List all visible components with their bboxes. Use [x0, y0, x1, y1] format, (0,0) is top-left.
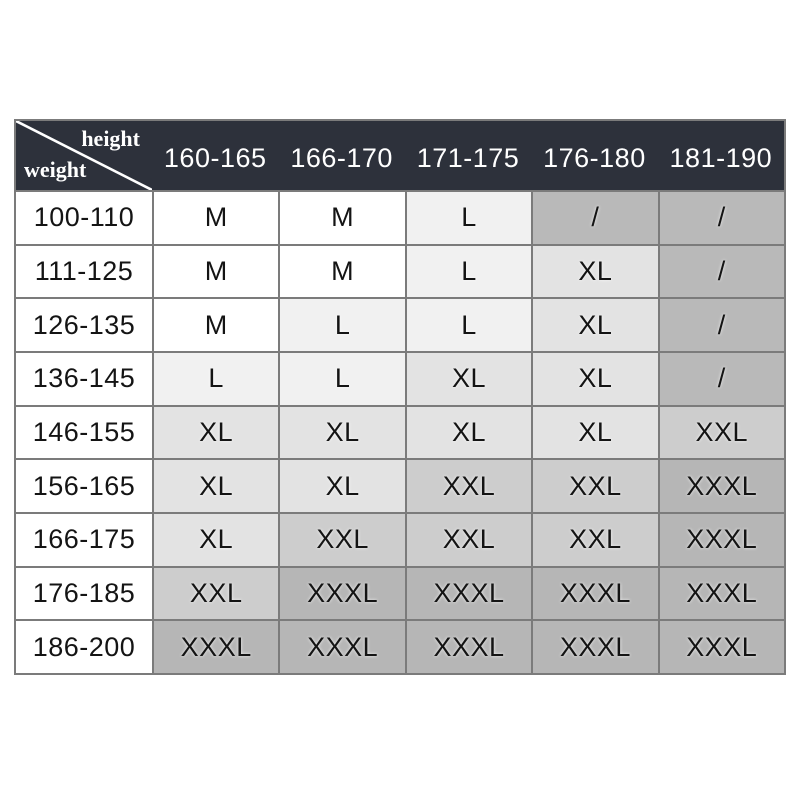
size-cell: L — [280, 353, 404, 405]
row-header-156-165: 156-165 — [16, 460, 152, 512]
table-body — [16, 190, 784, 673]
size-cell: XL — [407, 407, 531, 459]
size-cell: XXXL — [407, 621, 531, 673]
corner-cell — [16, 121, 152, 190]
size-cell: / — [660, 353, 784, 405]
column-header-171-175: 171-175 — [416, 142, 520, 173]
size-cell: XXXL — [280, 568, 404, 620]
row-header-186-200: 186-200 — [16, 621, 152, 673]
height-axis-label: height — [81, 126, 140, 151]
size-cell: M — [280, 246, 404, 298]
size-cell: XXL — [533, 514, 657, 566]
row-header-100-110: 100-110 — [16, 192, 152, 244]
size-cell: XXL — [660, 407, 784, 459]
size-cell: XL — [280, 460, 404, 512]
size-cell: M — [154, 192, 278, 244]
row-header-111-125: 111-125 — [16, 246, 152, 298]
size-cell: XXL — [407, 460, 531, 512]
size-cell: XXXL — [660, 460, 784, 512]
size-cell: XXL — [407, 514, 531, 566]
size-cell: XL — [154, 514, 278, 566]
size-cell: L — [407, 246, 531, 298]
size-cell: L — [407, 299, 531, 351]
size-cell: XXXL — [407, 568, 531, 620]
size-table — [14, 119, 786, 675]
size-cell: XXXL — [660, 568, 784, 620]
row-header-126-135: 126-135 — [16, 299, 152, 351]
size-cell: XL — [280, 407, 404, 459]
size-cell: L — [407, 192, 531, 244]
size-cell: / — [660, 192, 784, 244]
size-cell: XXXL — [533, 568, 657, 620]
size-cell: M — [280, 192, 404, 244]
size-cell: XL — [154, 460, 278, 512]
size-cell: L — [154, 353, 278, 405]
size-cell: XL — [533, 353, 657, 405]
row-header-146-155: 146-155 — [16, 407, 152, 459]
size-cell: XL — [533, 246, 657, 298]
size-cell: XXL — [280, 514, 404, 566]
size-cell: XXL — [154, 568, 278, 620]
size-cell: XXXL — [660, 514, 784, 566]
size-cell: XXXL — [280, 621, 404, 673]
column-header-160-165: 160-165 — [163, 142, 267, 173]
size-cell: M — [154, 246, 278, 298]
size-cell: XL — [533, 299, 657, 351]
column-header-181-190: 181-190 — [669, 142, 773, 173]
size-cell: XL — [533, 407, 657, 459]
row-header-136-145: 136-145 — [16, 353, 152, 405]
size-cell: XL — [154, 407, 278, 459]
size-cell: XXL — [533, 460, 657, 512]
size-cell: XXXL — [154, 621, 278, 673]
row-header-176-185: 176-185 — [16, 568, 152, 620]
row-header-166-175: 166-175 — [16, 514, 152, 566]
size-cell: XL — [407, 353, 531, 405]
size-cell: XXXL — [533, 621, 657, 673]
size-cell: / — [660, 246, 784, 298]
column-header-166-170: 166-170 — [290, 142, 393, 173]
column-header-176-180: 176-180 — [543, 142, 646, 173]
size-cell: / — [533, 192, 657, 244]
size-cell: XXXL — [660, 621, 784, 673]
table-header — [16, 121, 784, 190]
size-cell: M — [154, 299, 278, 351]
weight-axis-label: weight — [24, 157, 87, 182]
size-cell: L — [280, 299, 404, 351]
size-cell: / — [660, 299, 784, 351]
